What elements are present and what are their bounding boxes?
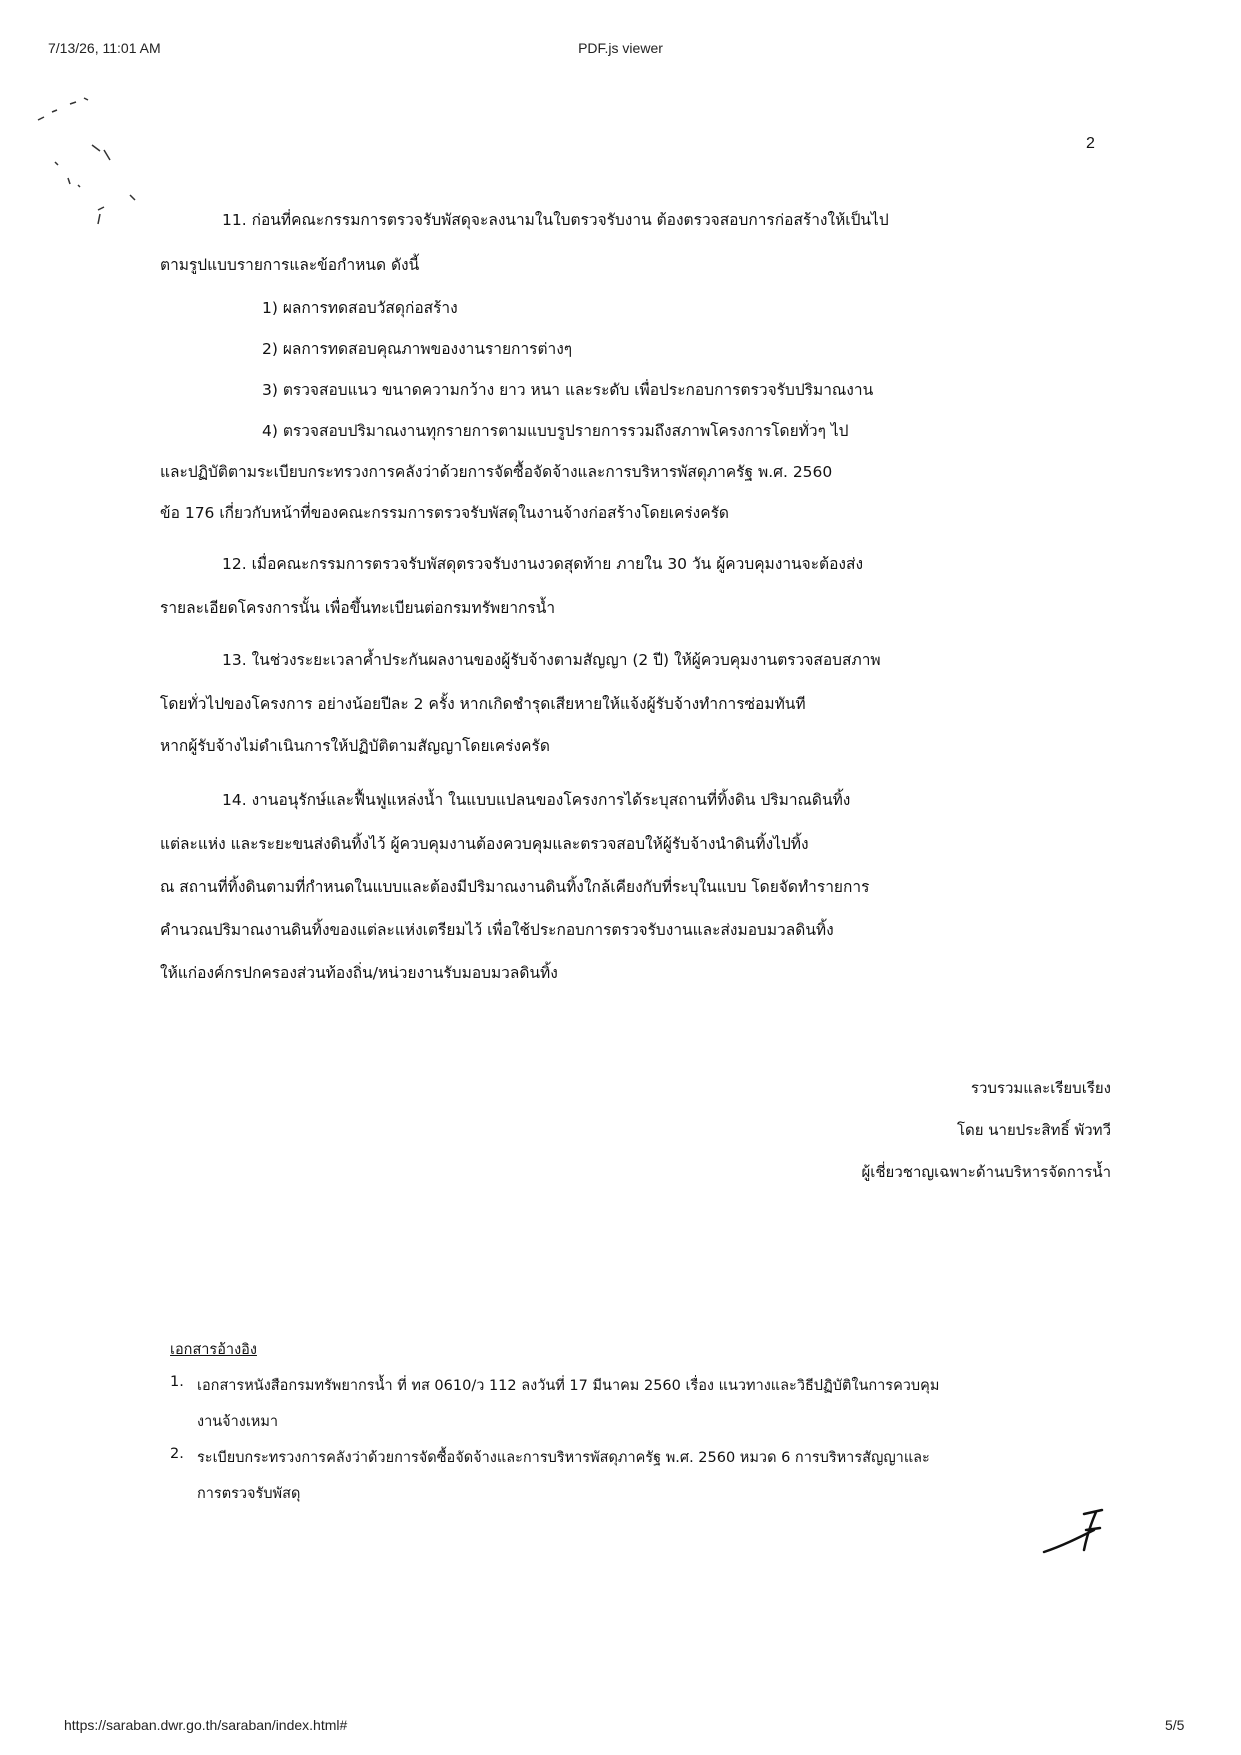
paragraph-14-line-3: ณ สถานที่ทิ้งดินตามที่กำหนดในแบบและต้องมีปริมาณงานดินทิ้งใกล้เคียงกับที่ระบุในแบบ โดยจัดทำรายการ	[160, 878, 870, 896]
signature-position: ผู้เชี่ยวชาญเฉพาะด้านบริหารจัดการน้ำ	[861, 1163, 1111, 1181]
paragraph-11-item-2: 2) ผลการทดสอบคุณภาพของงานรายการต่างๆ	[262, 340, 573, 358]
paragraph-11-line-2: ตามรูปแบบรายการและข้อกำหนด ดังนี้	[160, 256, 420, 274]
paragraph-14-line-1: 14. งานอนุรักษ์และฟื้นฟูแหล่งน้ำ ในแบบแปลนของโครงการได้ระบุสถานที่ทิ้งดิน ปริมาณดินทิ้ง	[222, 791, 851, 809]
paragraph-12-line-1: 12. เมื่อคณะกรรมการตรวจรับพัสดุตรวจรับงานงวดสุดท้าย ภายใน 30 วัน ผู้ควบคุมงานจะต้องส่ง	[222, 555, 864, 573]
scan-specks	[0, 0, 200, 240]
paragraph-11-item-4: 4) ตรวจสอบปริมาณงานทุกรายการตามแบบรูปรายการรวมถึงสภาพโครงการโดยทั่วๆ ไป	[262, 422, 849, 440]
signature-compiled-by: รวบรวมและเรียบเรียง	[970, 1079, 1111, 1097]
paragraph-11-item-3: 3) ตรวจสอบแนว ขนาดความกว้าง ยาว หนา และระดับ เพื่อประกอบการตรวจรับปริมาณงาน	[262, 381, 874, 399]
paragraph-13-line-2: โดยทั่วไปของโครงการ อย่างน้อยปีละ 2 ครั้ง หากเกิดชำรุดเสียหายให้แจ้งผู้รับจ้างทำการซ่อมทันที	[160, 695, 806, 713]
paragraph-12-line-2: รายละเอียดโครงการนั้น เพื่อขึ้นทะเบียนต่อกรมทรัพยากรน้ำ	[160, 599, 556, 617]
paragraph-13-line-1: 13. ในช่วงระยะเวลาค้ำประกันผลงานของผู้รับจ้างตามสัญญา (2 ปี) ให้ผู้ควบคุมงานตรวจสอบสภาพ	[222, 651, 881, 669]
paragraph-11-cont-2: ข้อ 176 เกี่ยวกับหน้าที่ของคณะกรรมการตรวจรับพัสดุในงานจ้างก่อสร้างโดยเคร่งครัด	[160, 504, 729, 522]
signature-author: โดย นายประสิทธิ์ พัวทวี	[956, 1121, 1111, 1139]
reference-2-line-1: ระเบียบกระทรวงการคลังว่าด้วยการจัดซื้อจัดจ้างและการบริหารพัสดุภาครัฐ พ.ศ. 2560 หมวด 6 การบริหารสัญญาและ	[197, 1450, 930, 1466]
paragraph-11-item-1: 1) ผลการทดสอบวัสดุก่อสร้าง	[262, 299, 458, 317]
print-footer-url: https://saraban.dwr.go.th/saraban/index.html#	[64, 1717, 348, 1733]
paragraph-11-cont-1: และปฏิบัติตามระเบียบกระทรวงการคลังว่าด้วยการจัดซื้อจัดจ้างและการบริหารพัสดุภาครัฐ พ.ศ. 2560	[160, 463, 833, 481]
paragraph-14-line-2: แต่ละแห่ง และระยะขนส่งดินทิ้งไว้ ผู้ควบคุมงานต้องควบคุมและตรวจสอบให้ผู้รับจ้างนำดินทิ้งไปทิ้ง	[160, 835, 809, 853]
print-page-title: PDF.js viewer	[578, 40, 663, 56]
page-number: 2	[1086, 135, 1095, 152]
reference-2-line-2: การตรวจรับพัสดุ	[197, 1486, 301, 1502]
reference-1-line-1: เอกสารหนังสือกรมทรัพยากรน้ำ ที่ ทส 0610/ว 112 ลงวันที่ 17 มีนาคม 2560 เรื่อง แนวทางและวิธีปฏิบัติในการควบคุม	[197, 1378, 940, 1394]
references-title: เอกสารอ้างอิง	[170, 1342, 257, 1358]
print-footer-page-count: 5/5	[1165, 1717, 1185, 1733]
reference-1-line-2: งานจ้างเหมา	[197, 1414, 279, 1430]
paragraph-14-line-4: คำนวณปริมาณงานดินทิ้งของแต่ละแห่งเตรียมไว้ เพื่อใช้ประกอบการตรวจรับงานและส่งมอบมวลดินทิ้ง	[160, 921, 834, 939]
paragraph-13-line-3: หากผู้รับจ้างไม่ดำเนินการให้ปฏิบัติตามสัญญาโดยเคร่งครัด	[160, 737, 550, 755]
paragraph-11-line-1: 11. ก่อนที่คณะกรรมการตรวจรับพัสดุจะลงนามในใบตรวจรับงาน ต้องตรวจสอบการก่อสร้างให้เป็นไป	[222, 211, 889, 229]
paragraph-14-line-5: ให้แก่องค์กรปกครองส่วนท้องถิ่น/หน่วยงานรับมอบมวลดินทิ้ง	[160, 964, 558, 982]
print-datetime: 7/13/26, 11:01 AM	[48, 40, 161, 56]
reference-1-number: 1.	[170, 1374, 184, 1390]
reference-2-number: 2.	[170, 1446, 184, 1462]
handwritten-initials	[1040, 1500, 1120, 1560]
